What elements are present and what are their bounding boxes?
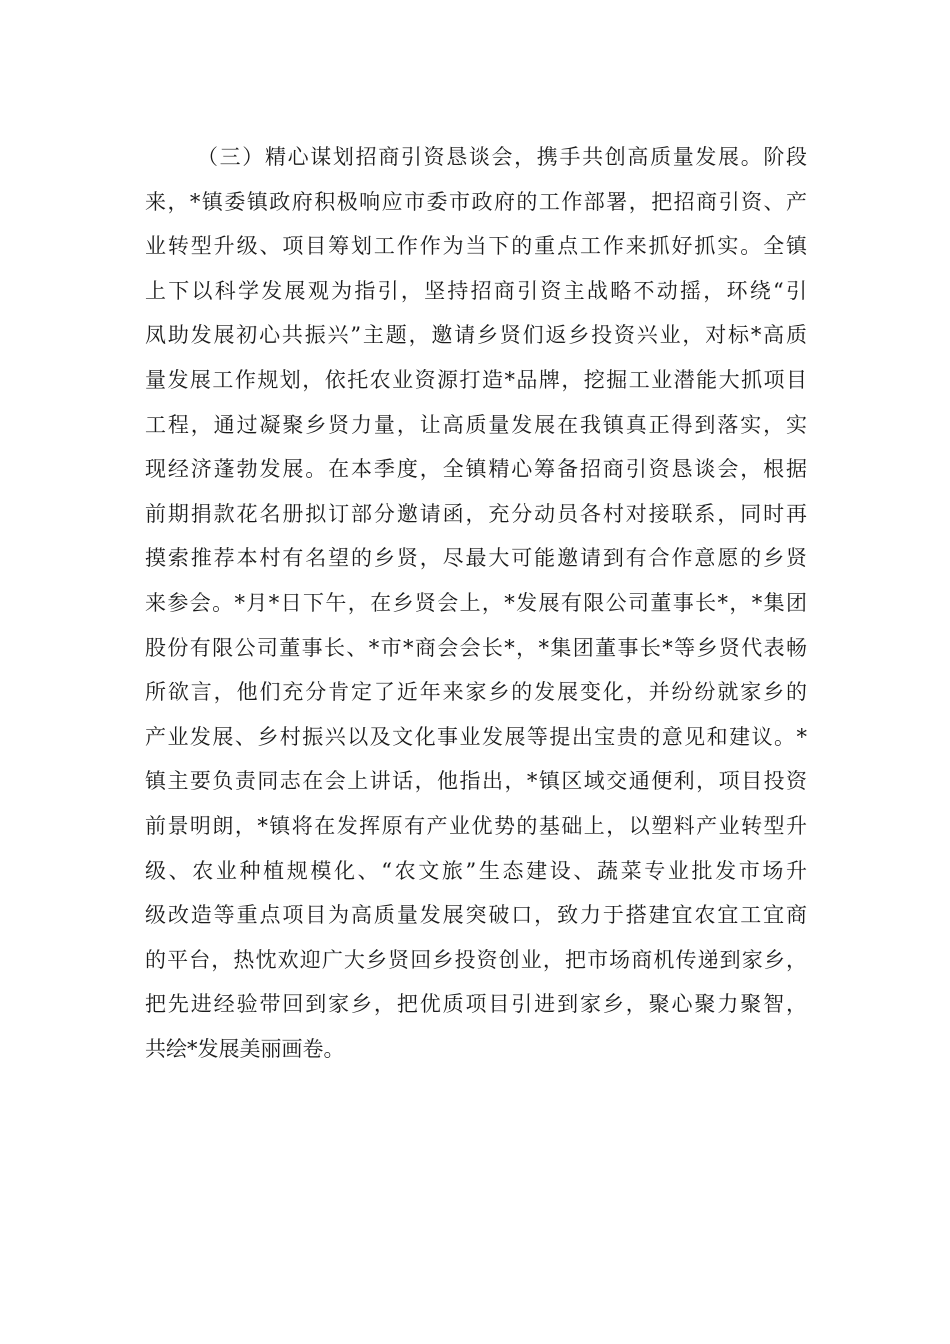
paragraph-line: 镇主要负责同志在会上讲话，他指出，*镇区域交通便利，项目投资 [145,769,807,794]
paragraph-line: 级改造等重点项目为高质量发展突破口，致力于搭建宜农宜工宜商 [145,903,807,928]
paragraph-line: 前景明朗，*镇将在发挥原有产业优势的基础上，以塑料产业转型升 [145,813,807,838]
paragraph-line: 上下以科学发展观为指引，坚持招商引资主战略不动摇，环绕“引 [145,278,807,303]
paragraph-line: 工程，通过凝聚乡贤力量，让高质量发展在我镇真正得到落实，实 [145,412,807,437]
paragraph-line: 来，*镇委镇政府积极响应市委市政府的工作部署，把招商引资、产 [145,189,807,214]
paragraph-line: 摸索推荐本村有名望的乡贤，尽最大可能邀请到有合作意愿的乡贤 [145,546,807,571]
paragraph-line: 股份有限公司董事长、*市*商会会长*，*集团董事长*等乡贤代表畅 [145,635,807,660]
paragraph-line: （三）精心谋划招商引资恳谈会，携手共创高质量发展。阶段 [197,145,807,169]
paragraph-line: 所欲言，他们充分肯定了近年来家乡的发展变化，并纷纷就家乡的 [145,680,807,705]
paragraph-line: 产业发展、乡村振兴以及文化事业发展等提出宝贵的意见和建议。* [145,724,807,749]
paragraph-line: 凤助发展初心共振兴”主题，邀请乡贤们返乡投资兴业，对标*高质 [145,323,807,348]
body-paragraph [145,135,807,1071]
paragraph-line: 前期捐款花名册拟订部分邀请函，充分动员各村对接联系，同时再 [145,501,807,526]
paragraph-line: 量发展工作规划，依托农业资源打造*品牌，挖掘工业潜能大抓项目 [145,367,807,392]
paragraph-line: 现经济蓬勃发展。在本季度，全镇精心筹备招商引资恳谈会，根据 [145,457,807,482]
paragraph-line: 把先进经验带回到家乡，把优质项目引进到家乡，聚心聚力聚智， [145,992,807,1017]
paragraph-line: 业转型升级、项目筹划工作作为当下的重点工作来抓好抓实。全镇 [145,234,807,259]
paragraph-line: 来参会。*月*日下午，在乡贤会上，*发展有限公司董事长*，*集团 [145,590,807,615]
paragraph-line: 级、农业种植规模化、“农文旅”生态建设、蔬菜专业批发市场升 [145,858,807,883]
paragraph-line: 共绘*发展美丽画卷。 [145,1036,345,1061]
paragraph-line: 的平台，热忱欢迎广大乡贤回乡投资创业，把市场商机传递到家乡， [145,947,807,972]
